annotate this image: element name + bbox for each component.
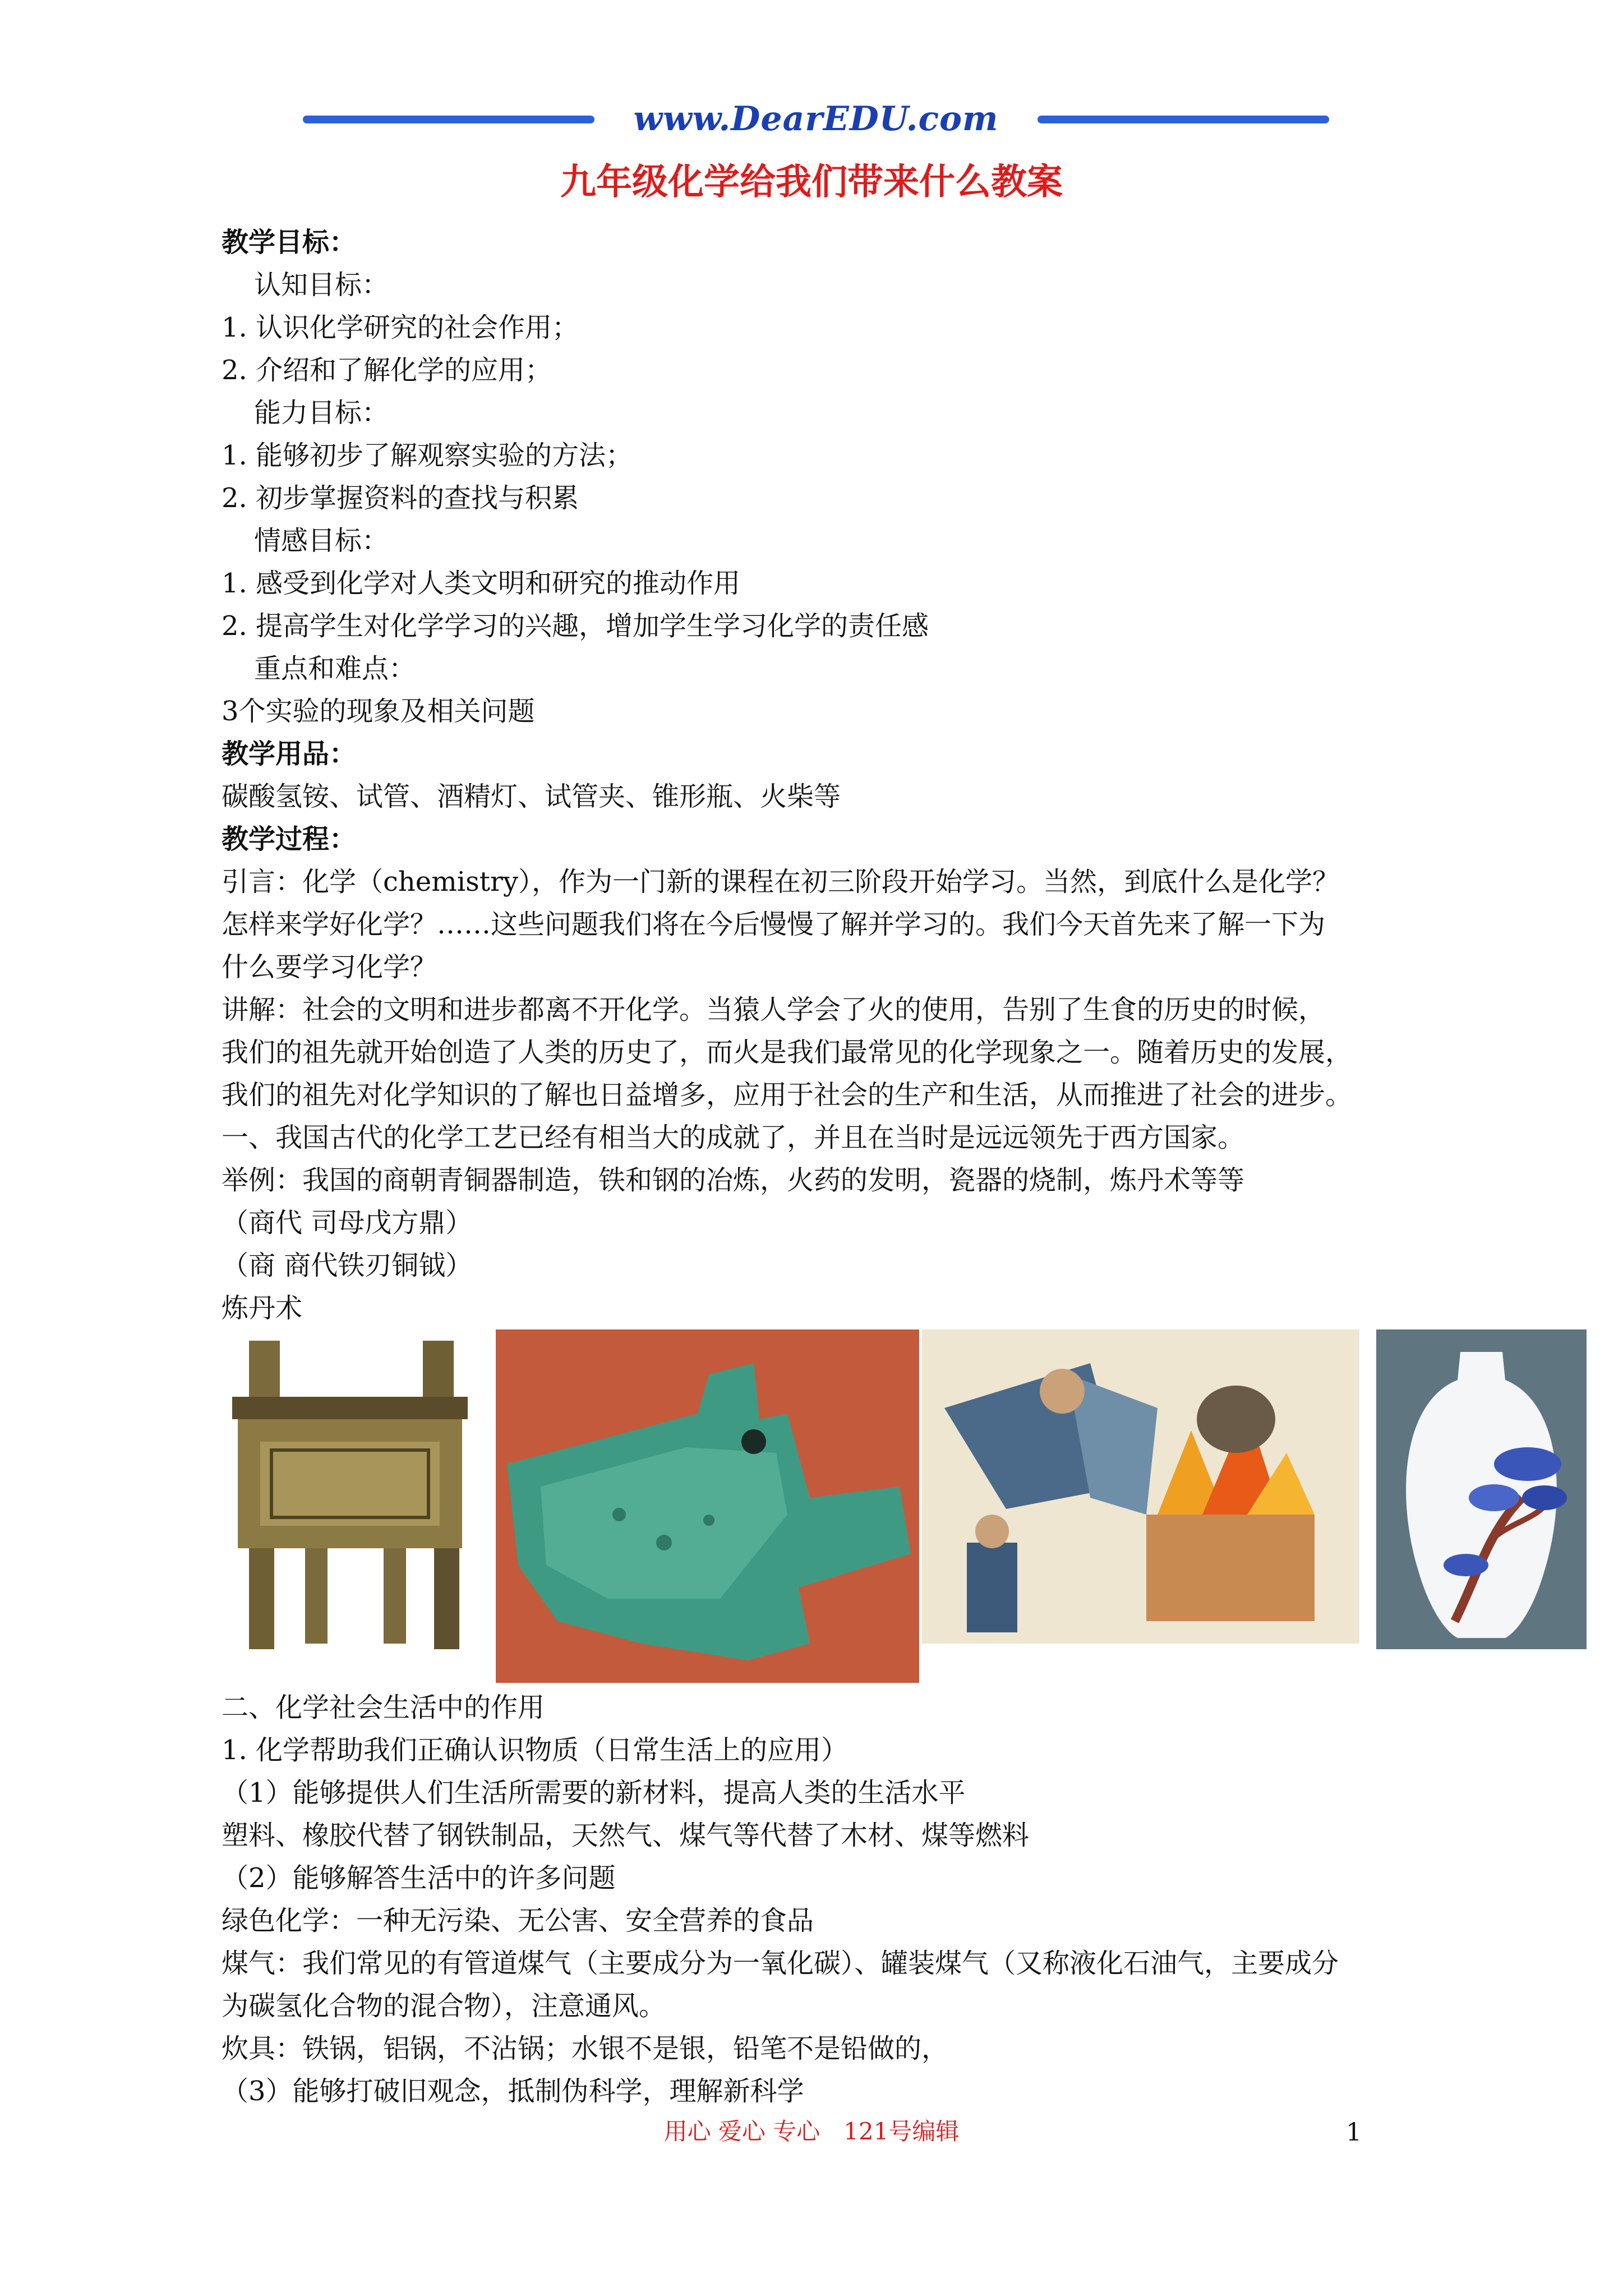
paragraph-line: 我们的祖先对化学知识的了解也日益增多，应用于社会的生产和生活，从而推进了社会的进步。 bbox=[222, 1079, 1353, 1111]
paragraph-line: 怎样来学好化学？……这些问题我们将在今后慢慢了解并学习的。我们今天首先来了解一下为 bbox=[222, 909, 1326, 940]
paragraph-line: 3个实验的现象及相关问题 bbox=[222, 696, 535, 727]
paragraph-line: 引言：化学（chemistry），作为一门新的课程在初三阶段开始学习。当然，到底什么是化学？ bbox=[222, 866, 1340, 898]
bronze-axe-image bbox=[496, 1329, 919, 1683]
paragraph-line: 碳酸氢铵、试管、酒精灯、试管夹、锥形瓶、火柴等 bbox=[222, 781, 841, 812]
document-title: 九年级化学给我们带来什么教案 bbox=[560, 161, 1063, 203]
paragraph-line: 炊具：铁锅，铝锅，不沾锅；水银不是银，铅笔不是铅做的， bbox=[222, 2033, 949, 2064]
paragraph-line: 什么要学习化学？ bbox=[222, 951, 437, 983]
site-banner bbox=[303, 96, 1329, 141]
porcelain-vase-image bbox=[1376, 1329, 1587, 1649]
caption-line: （商 商代铁刃铜钺） bbox=[222, 1250, 473, 1281]
paragraph-line: 塑料、橡胶代替了钢铁制品，天然气、煤气等代替了木材、煤等燃料 bbox=[222, 1820, 1030, 1851]
paragraph-line: （3）能够打破旧观念，抵制伪科学，理解新科学 bbox=[222, 2076, 804, 2107]
page-number: 1 bbox=[1346, 2118, 1362, 2147]
caption-line: 炼丹术 bbox=[222, 1292, 303, 1324]
subheading-ability-goals: 能力目标： bbox=[254, 397, 389, 429]
page-footer: 用心 爱心 专心 121号编辑 bbox=[663, 2118, 960, 2145]
list-item: 1. 能够初步了解观察实验的方法； bbox=[222, 440, 633, 471]
list-item: 2. 介绍和了解化学的应用； bbox=[222, 355, 552, 386]
heading-teaching-goals: 教学目标： bbox=[222, 227, 357, 258]
heading-teaching-materials: 教学用品： bbox=[222, 738, 357, 770]
paragraph-line: （1）能够提供人们生活所需要的新材料，提高人类的生活水平 bbox=[222, 1777, 966, 1809]
artifact-images bbox=[199, 1329, 1410, 1683]
paragraph-line: 绿色化学：一种无污染、无公害、安全营养的食品 bbox=[222, 1905, 814, 1936]
paragraph-line: 举例：我国的商朝青铜器制造，铁和钢的冶炼，火药的发明，瓷器的烧制，炼丹术等等 bbox=[222, 1165, 1245, 1196]
paragraph-line: 我们的祖先就开始创造了人类的历史了，而火是我们最常见的化学现象之一。随着历史的发展， bbox=[222, 1037, 1353, 1068]
site-url[interactable]: www.DearEDU.com bbox=[633, 99, 999, 139]
list-item: 2. 初步掌握资料的查找与积累 bbox=[222, 482, 579, 514]
subheading-emotional-goals: 情感目标： bbox=[254, 525, 389, 556]
paragraph-line: 为碳氢化合物的混合物），注意通风。 bbox=[222, 1990, 666, 2022]
paragraph-line: 讲解：社会的文明和进步都离不开化学。当猿人学会了火的使用，告别了生食的历史的时候， bbox=[222, 994, 1326, 1025]
heading-teaching-process: 教学过程： bbox=[222, 823, 357, 855]
list-item: 1. 认识化学研究的社会作用； bbox=[222, 312, 579, 343]
paragraph-line: 煤气：我们常见的有管道煤气（主要成分为一氧化碳）、罐装煤气（又称液化石油气，主要成分 bbox=[222, 1948, 1339, 1979]
list-item: 2. 提高学生对化学学习的兴趣，增加学生学习化学的责任感 bbox=[222, 610, 929, 642]
section-heading: 二、化学社会生活中的作用 bbox=[222, 1692, 545, 1723]
subheading-key-points: 重点和难点： bbox=[254, 653, 416, 684]
paragraph-line: 1. 化学帮助我们正确认识物质（日常生活上的应用） bbox=[222, 1734, 849, 1766]
list-item: 1. 感受到化学对人类文明和研究的推动作用 bbox=[222, 568, 741, 599]
section-heading: 一、我国古代的化学工艺已经有相当大的成就了，并且在当时是远远领先于西方国家。 bbox=[222, 1122, 1245, 1153]
bronze-ding-image bbox=[199, 1329, 479, 1666]
paragraph-line: （2）能够解答生活中的许多问题 bbox=[222, 1862, 616, 1894]
subheading-cognitive-goals: 认知目标： bbox=[254, 269, 389, 301]
alchemy-illustration-image bbox=[922, 1329, 1359, 1644]
caption-line: （商代 司母戊方鼎） bbox=[222, 1207, 473, 1239]
